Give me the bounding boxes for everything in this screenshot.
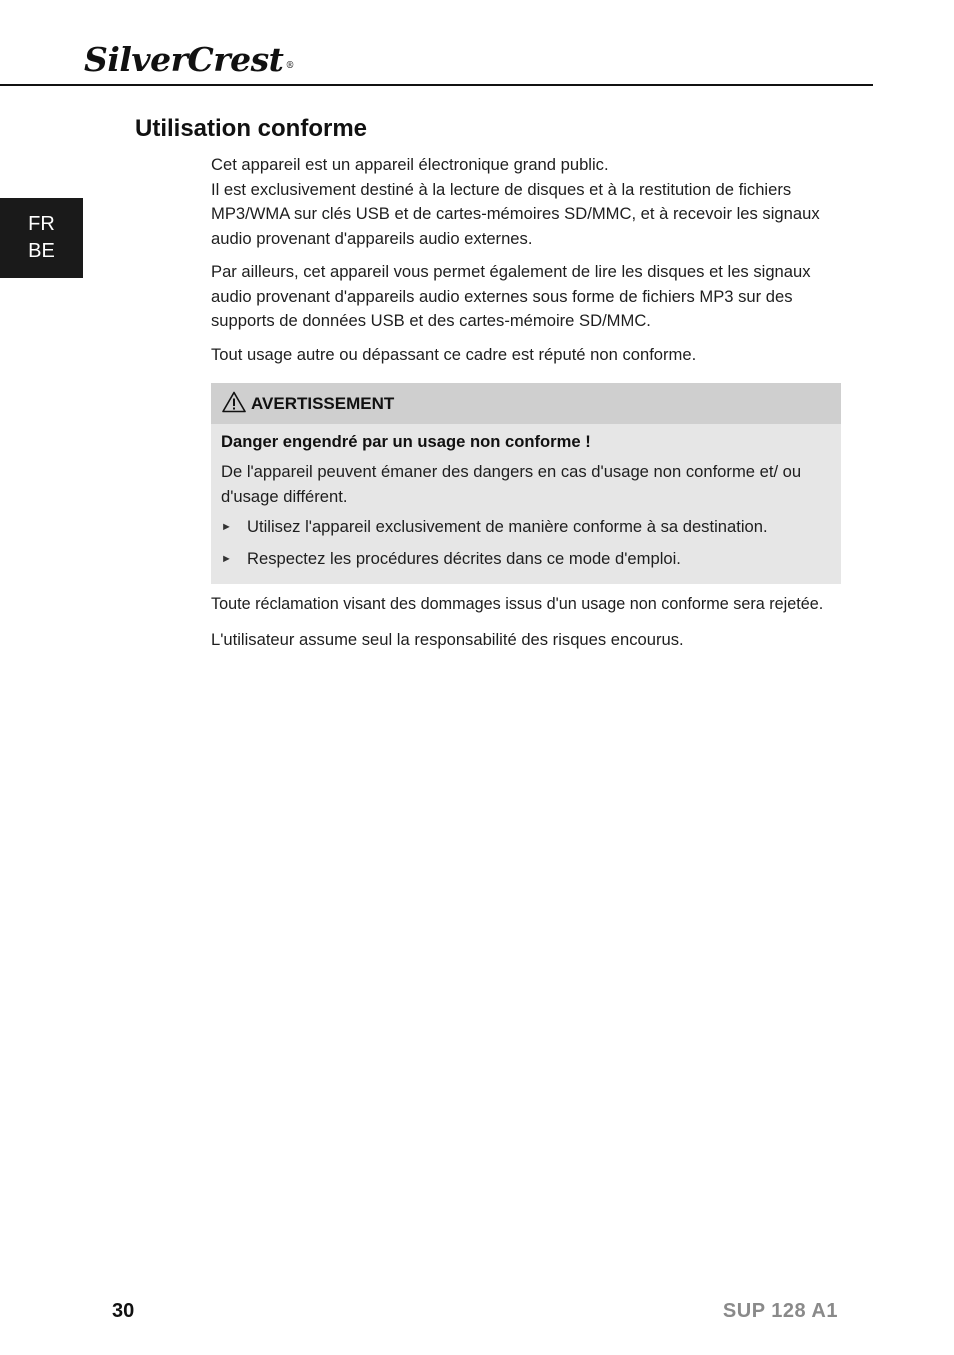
warning-bullet <box>221 547 831 572</box>
warning-body <box>211 424 841 584</box>
language-tab <box>0 198 83 278</box>
play-arrow-icon: ► <box>221 552 232 565</box>
warning-bullet-text: Utilisez l'appareil exclusivement de manière conforme à sa destination. <box>247 517 768 536</box>
model-number: SUP 128 A1 <box>722 1300 838 1322</box>
brand-logo <box>84 40 294 80</box>
responsibility-paragraph: L'utilisateur assume seul la responsabilité des risques encourus. <box>211 629 684 649</box>
claims-paragraph: Toute réclamation visant des dommages issus d'un usage non conforme sera rejetée. <box>211 595 824 613</box>
language-code-fr: FR <box>28 213 55 235</box>
section-title: Utilisation conforme <box>135 115 368 142</box>
warning-header <box>211 383 841 424</box>
section-content <box>211 153 841 661</box>
brand-name: SilverCrest <box>84 40 284 79</box>
warning-triangle-icon <box>222 391 246 413</box>
warning-text: De l'appareil peuvent émaner des dangers en cas d'usage non conforme et/ ou d'usage différent. <box>221 462 802 506</box>
warning-bullet-text: Respectez les procédures décrites dans ce mode d'emploi. <box>247 548 681 568</box>
intro-paragraph <box>211 153 841 251</box>
warning-subtitle: Danger engendré par un usage non conforme ! <box>221 432 591 451</box>
page-number: 30 <box>112 1300 135 1322</box>
intro-line-1: Cet appareil est un appareil électronique grand public. <box>211 155 609 174</box>
nonconforming-paragraph: Tout usage autre ou dépassant ce cadre est réputé non conforme. <box>211 344 697 364</box>
warning-title: AVERTISSEMENT <box>251 393 395 413</box>
language-code-be: BE <box>28 240 55 262</box>
warning-box <box>211 383 841 584</box>
intro-line-2: Il est exclusivement destiné à la lecture de disques et à la restitution de fichiers MP3/WMA sur clés USB et de cartes-mémoires SD/MMC, et à recevoir les signaux audio provenant d'appareils audio externes. <box>211 179 820 248</box>
registered-mark: ® <box>285 61 294 71</box>
usage-paragraph: Par ailleurs, cet appareil vous permet également de lire les disques et les signaux audio provenant d'appareils audio externes sous forme de fichiers MP3 sur des supports de données USB et des cartes-mémoire SD/MMC. <box>211 262 811 330</box>
play-arrow-icon: ► <box>221 521 232 533</box>
header-rule <box>0 84 873 86</box>
warning-bullet <box>221 515 831 540</box>
